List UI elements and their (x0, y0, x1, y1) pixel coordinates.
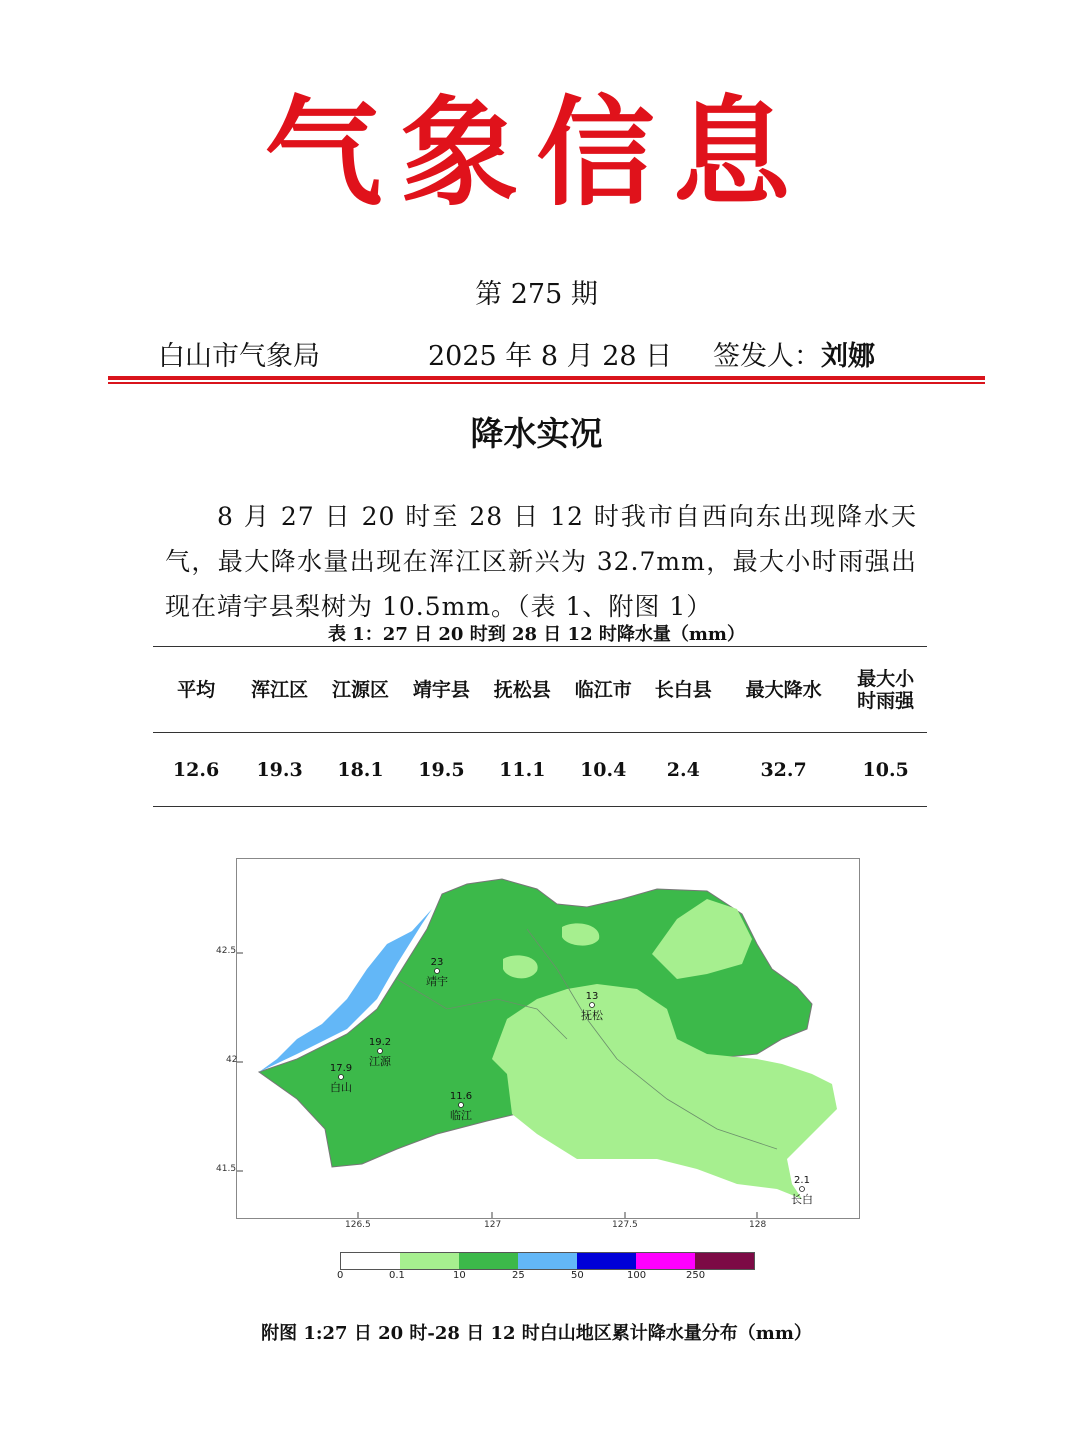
legend-swatch (636, 1253, 695, 1269)
figure-caption: 附图 1:27 日 20 时-28 日 12 时白山地区累计降水量分布（mm） (261, 1323, 812, 1344)
precipitation-table (153, 647, 927, 807)
legend-label: 250 (686, 1270, 706, 1281)
table-cell: 32.7 (760, 758, 807, 781)
legend-swatch (577, 1253, 636, 1269)
x-tick-label: 128 (749, 1220, 767, 1230)
col-header: 最大降水 (745, 678, 822, 701)
legend-swatch (400, 1253, 459, 1269)
station-name: 长白 (791, 1193, 813, 1206)
summary-paragraph: 8 月 27 日 20 时至 28 日 12 时我市自西向东出现降水天气，最大降水量出现在浑江区新兴为 32.7mm，最大小时雨强出现在靖宇县梨树为 10.5mm。（表 1、附图 1） (165, 502, 917, 621)
station-marker (435, 969, 440, 974)
table-cell: 19.3 (256, 758, 303, 781)
station-marker (590, 1003, 595, 1008)
station-name: 靖宇 (426, 975, 448, 988)
bureau-name: 白山市气象局 (158, 341, 320, 372)
legend-label: 100 (627, 1270, 647, 1281)
station-value: 2.1 (794, 1175, 810, 1186)
station-name: 白山 (330, 1081, 352, 1094)
col-header: 平均 (177, 678, 216, 701)
signer-label: 签发人： (713, 341, 821, 372)
header-rule-thick (108, 376, 985, 380)
signer-name: 刘娜 (821, 341, 875, 372)
col-header: 靖宇县 (412, 678, 470, 701)
table-cell: 10.5 (862, 758, 909, 781)
station-value: 13 (585, 991, 599, 1002)
y-tick-label: 42.5 (216, 946, 237, 956)
table-title: 表 1：27 日 20 时到 28 日 12 时降水量（mm） (328, 624, 745, 645)
table-cell: 10.4 (580, 758, 627, 781)
station-marker (339, 1075, 344, 1080)
legend-swatch (695, 1253, 754, 1269)
station-name: 江源 (369, 1055, 391, 1068)
station-value: 11.6 (449, 1091, 473, 1102)
issue-number: 第 275 期 (475, 279, 598, 310)
table-cell: 12.6 (172, 758, 220, 781)
station-marker (459, 1103, 464, 1108)
masthead-title: 气象信息 (264, 83, 809, 222)
x-tick-label: 127.5 (612, 1220, 638, 1230)
col-header: 最大小时雨强 (857, 667, 915, 712)
station-value: 19.2 (368, 1037, 392, 1048)
x-tick-label: 126.5 (345, 1220, 371, 1230)
station-marker (378, 1049, 383, 1054)
y-tick-label: 41.5 (216, 1164, 237, 1174)
station-name: 抚松 (581, 1009, 603, 1022)
table-cell: 2.4 (666, 758, 700, 781)
color-legend (340, 1252, 755, 1270)
precipitation-map (236, 858, 860, 1219)
table-row (153, 732, 927, 807)
table-header-row (153, 647, 927, 732)
issue-date: 2025 年 8 月 28 日 (428, 341, 673, 372)
col-header: 江源区 (331, 678, 389, 701)
col-header: 抚松县 (493, 678, 551, 701)
col-header: 浑江区 (251, 678, 309, 701)
table-cell: 18.1 (337, 758, 384, 781)
map-canvas (237, 859, 859, 1218)
legend-label: 0 (337, 1270, 344, 1281)
legend-swatch (459, 1253, 518, 1269)
section-title: 降水实况 (470, 414, 603, 453)
legend-swatch (341, 1253, 400, 1269)
table-cell: 19.5 (418, 758, 465, 781)
station-value: 17.9 (329, 1063, 353, 1074)
station-marker (800, 1187, 805, 1192)
y-tick-label: 42 (226, 1055, 238, 1065)
x-tick-label: 127 (484, 1220, 502, 1230)
legend-label: 25 (512, 1270, 525, 1281)
col-header: 长白县 (654, 678, 712, 701)
legend-label: 0.1 (389, 1270, 405, 1281)
col-header: 临江市 (574, 678, 632, 701)
signer (713, 334, 875, 373)
station-value: 23 (430, 957, 444, 968)
legend-label: 50 (571, 1270, 584, 1281)
legend-label: 10 (453, 1270, 466, 1281)
table-cell: 11.1 (499, 758, 546, 781)
legend-swatch (518, 1253, 577, 1269)
header-rule-thin (108, 382, 985, 384)
station-name: 临江 (450, 1109, 472, 1122)
